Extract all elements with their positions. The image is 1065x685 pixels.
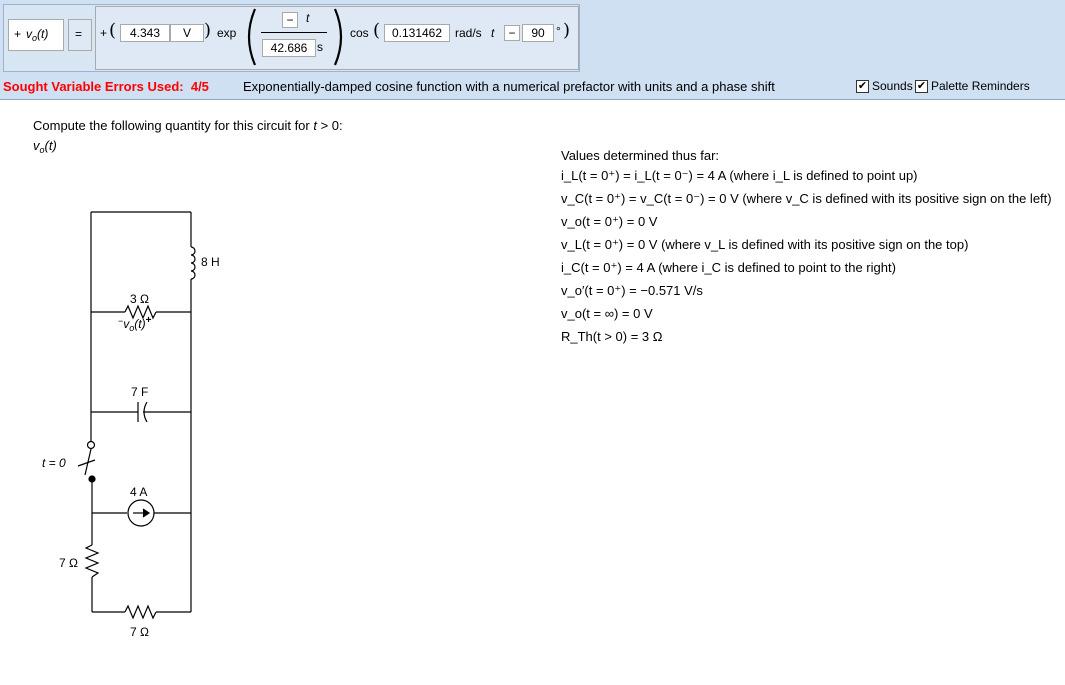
value-line: v_L(t = 0⁺) = 0 V (where v_L is defined with its positive sign on the top) xyxy=(561,237,969,252)
switch-label: t = 0 xyxy=(42,456,66,470)
switch-top-terminal xyxy=(88,442,95,449)
omega-value-input[interactable]: 0.131462 xyxy=(384,24,450,42)
prefactor-value-input[interactable]: 4.343 xyxy=(120,24,170,42)
value-line: R_Th(t > 0) = 3 Ω xyxy=(561,329,663,344)
resistor-3ohm-label: 3 Ω xyxy=(130,292,149,306)
cos-open-paren: ( xyxy=(373,20,381,41)
form-description: Exponentially-damped cosine function with a numerical prefactor with units and a phase shift xyxy=(243,79,775,94)
value-line: v_o(t = 0⁺) = 0 V xyxy=(561,214,658,229)
value-line: i_L(t = 0⁺) = i_L(t = 0⁻) = 4 A (where i_L is defined to point up) xyxy=(561,168,918,183)
equals-box: = xyxy=(68,19,92,51)
inductor-8h-symbol xyxy=(191,247,195,279)
exp-denominator-value-input[interactable]: 42.686 xyxy=(262,39,316,57)
resistor-7ohm-bottom-symbol xyxy=(125,606,156,618)
cos-close-paren: ) xyxy=(563,20,571,41)
sounds-label[interactable]: Sounds xyxy=(872,79,913,93)
value-line: v_C(t = 0⁺) = v_C(t = 0⁻) = 0 V (where v_C is defined with its positive sign on the left) xyxy=(561,191,1052,206)
values-header: Values determined thus far: xyxy=(561,148,720,163)
prefactor-unit-input[interactable]: V xyxy=(170,24,204,42)
resistor-7ohm-left-label: 7 Ω xyxy=(59,556,78,570)
prefactor-close-paren: ) xyxy=(204,20,212,41)
value-line: i_C(t = 0⁺) = 4 A (where i_C is defined to point to the right) xyxy=(561,260,896,275)
sought-quantity: $v_o(t)$ xyxy=(33,138,57,155)
cos-time-var: t xyxy=(491,26,495,40)
phase-sign[interactable]: − xyxy=(504,25,520,41)
resistor-7ohm-bottom-label: 7 Ω xyxy=(130,625,149,639)
vo-polarity-label: $^-v_o(t)^+$ xyxy=(118,315,152,333)
prefactor-open-paren: ( xyxy=(109,20,117,41)
errors-label: Sought Variable Errors Used: xyxy=(3,79,184,94)
cos-function-label: cos xyxy=(350,26,369,40)
source-label: 4 A xyxy=(130,485,148,499)
rhs-sign[interactable]: + xyxy=(100,26,108,40)
switch-time-marker xyxy=(78,460,95,466)
omega-unit[interactable]: rad/s xyxy=(455,26,482,40)
value-line: v_o′(t = 0⁺) = −0.571 V/s xyxy=(561,283,703,298)
problem-prompt: Compute the following quantity for this circuit for t > 0: xyxy=(33,118,343,133)
phase-value-input[interactable]: 90 xyxy=(522,24,554,42)
exp-denominator-unit[interactable]: s xyxy=(317,40,323,54)
errors-value: 4/5 xyxy=(190,79,209,94)
exp-function-label: exp xyxy=(217,26,237,40)
palette-reminders-label[interactable]: Palette Reminders xyxy=(931,79,1030,93)
palette-reminders-checkbox[interactable]: ✔ xyxy=(916,80,927,92)
phase-unit: ° xyxy=(556,24,561,38)
exp-numerator-var: t xyxy=(306,11,310,25)
sounds-checkbox[interactable]: ✔ xyxy=(857,80,868,92)
capacitor-label: 7 F xyxy=(131,385,149,399)
exp-numerator-sign[interactable]: − xyxy=(282,12,298,28)
current-source-arrow-head xyxy=(143,509,149,517)
lhs-sign: + xyxy=(14,27,22,41)
lhs-variable: $v_o(t)$ xyxy=(26,27,49,43)
value-line: v_o(t = ∞) = 0 V xyxy=(561,306,653,321)
resistor-7ohm-left-symbol xyxy=(86,545,98,577)
inductor-label: 8 H xyxy=(201,255,220,269)
